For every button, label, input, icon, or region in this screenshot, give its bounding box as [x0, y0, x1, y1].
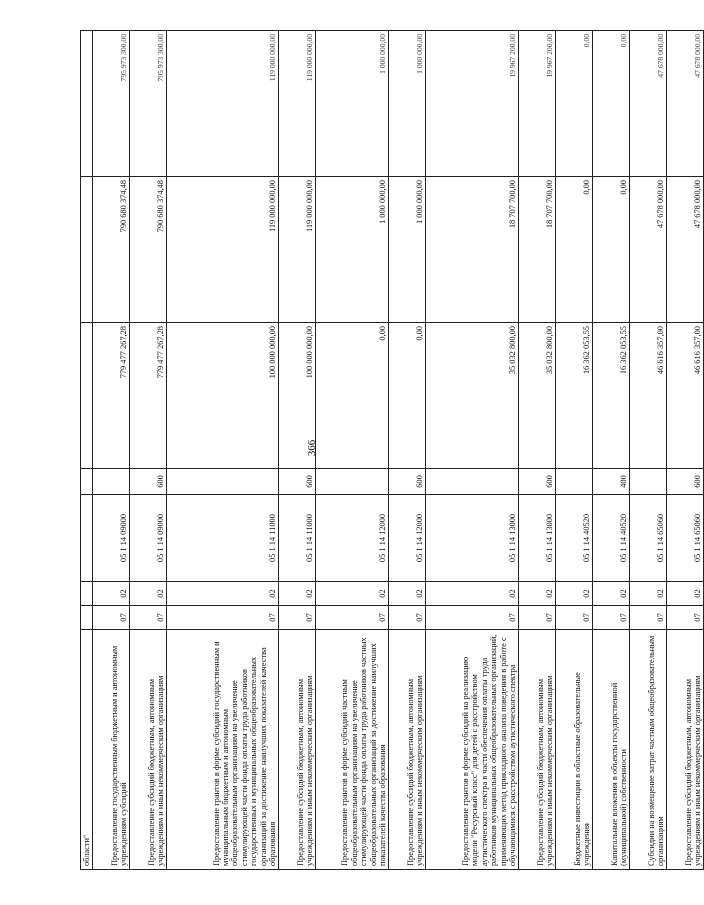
expense-type-code: [426, 469, 519, 495]
amount-year-2: 790 680 374,48: [93, 177, 130, 323]
amount-year-2: 0,00: [593, 177, 630, 323]
amount-year-1: 0,00: [389, 323, 426, 469]
amount-year-3: 795 973 300,00: [130, 31, 167, 177]
table-row: [167, 31, 279, 870]
row-description: Капитальные вложения в объекты государственной (муниципальной) собственности: [593, 630, 630, 870]
amount-year-3: 795 973 300,00: [93, 31, 130, 177]
row-description: Предоставление грантов в форме субсидий на реализацию модели "Ресурсный класс" для детей с расстройством аутистического спектра в части обеспечения оплаты труда работников муниципальных общеобразовательных организаций, применяющих метод прикладного анализа поведения в работе с обучающимися с расстройством аутистического спектра: [426, 630, 519, 870]
amount-year-2: 119 000 000,00: [167, 177, 279, 323]
section-code: 07: [593, 606, 630, 630]
amount-year-3: 0,00: [593, 31, 630, 177]
table-row: [389, 31, 426, 870]
row-description: Предоставление грантов в форме субсидий государственным и муниципальным бюджетным и автономным общеобразовательным организациям на увеличение стимулирующей части фонда оплаты труда работников государственных и муниципальных общеобразовательных организаций за достижение наилучших показателей качества образования: [167, 630, 279, 870]
expense-type-code: [556, 469, 593, 495]
amount-year-3: 0,00: [556, 31, 593, 177]
amount-year-1: 779 477 267,28: [93, 323, 130, 469]
row-description: Предоставление субсидий бюджетным, автономным учреждениям и иным некоммерческим организациям: [519, 630, 556, 870]
section-code: 07: [130, 606, 167, 630]
target-article-code: 05 1 14 13000: [426, 495, 519, 582]
amount-year-1: [81, 323, 93, 469]
expense-type-code: [630, 469, 667, 495]
expense-type-code: 600: [389, 469, 426, 495]
amount-year-1: 16 362 053,55: [556, 323, 593, 469]
amount-year-1: 100 000 000,00: [279, 323, 316, 469]
row-description: области": [81, 630, 93, 870]
table-row: [556, 31, 593, 870]
amount-year-1: 16 362 053,55: [593, 323, 630, 469]
table-row: [130, 31, 167, 870]
subsection-code: 02: [426, 582, 519, 606]
amount-year-2: 1 000 000,00: [389, 177, 426, 323]
subsection-code: 02: [316, 582, 389, 606]
section-code: 07: [167, 606, 279, 630]
amount-year-2: 47 678 000,00: [667, 177, 704, 323]
target-article-code: 05 1 14 13000: [519, 495, 556, 582]
target-article-code: 05 1 14 09000: [130, 495, 167, 582]
expense-type-code: 400: [593, 469, 630, 495]
subsection-code: 02: [519, 582, 556, 606]
section-code: 07: [556, 606, 593, 630]
target-article-code: 05 1 14 40520: [593, 495, 630, 582]
target-article-code: 05 1 14 11000: [167, 495, 279, 582]
amount-year-3: 119 000 000,00: [279, 31, 316, 177]
target-article-code: [81, 495, 93, 582]
amount-year-3: 47 678 000,00: [630, 31, 667, 177]
target-article-code: 05 1 14 09000: [93, 495, 130, 582]
amount-year-2: 790 680 374,48: [130, 177, 167, 323]
expense-type-code: [93, 469, 130, 495]
amount-year-3: 1 000 000,00: [316, 31, 389, 177]
expense-type-code: [316, 469, 389, 495]
amount-year-1: 35 032 800,00: [426, 323, 519, 469]
amount-year-2: 0,00: [556, 177, 593, 323]
table-row: [426, 31, 519, 870]
amount-year-3: 119 000 000,00: [167, 31, 279, 177]
section-code: 07: [316, 606, 389, 630]
subsection-code: 02: [167, 582, 279, 606]
row-description: Предоставление грантов в форме субсидий частным общеобразовательным организациям на увеличение стимулирующей части фонда оплаты труда работников частных общеобразовательных организаций за достижение наилучших показателей качества образования: [316, 630, 389, 870]
row-description: Предоставление субсидий бюджетным, автономным учреждениям и иным некоммерческим организациям: [130, 630, 167, 870]
amount-year-3: 1 000 000,00: [389, 31, 426, 177]
table-row: [519, 31, 556, 870]
expense-type-code: 600: [279, 469, 316, 495]
row-description: Предоставление субсидий бюджетным, автономным учреждениям и иным некоммерческим организациям: [389, 630, 426, 870]
table-row: [93, 31, 130, 870]
expense-type-code: 600: [130, 469, 167, 495]
row-description: Предоставление субсидий бюджетным, автономным учреждениям и иным некоммерческим организациям: [667, 630, 704, 870]
amount-year-2: 1 000 000,00: [316, 177, 389, 323]
row-description: Предоставление государственным бюджетным и автономным учреждениям субсидий: [93, 630, 130, 870]
amount-year-3: 19 967 200,00: [426, 31, 519, 177]
section-code: 07: [667, 606, 704, 630]
table-row: [279, 31, 316, 870]
subsection-code: 02: [93, 582, 130, 606]
section-code: [81, 606, 93, 630]
subsection-code: 02: [593, 582, 630, 606]
section-code: 07: [279, 606, 316, 630]
amount-year-2: [81, 177, 93, 323]
target-article-code: 05 1 14 12000: [316, 495, 389, 582]
target-article-code: 05 1 14 11000: [279, 495, 316, 582]
section-code: 07: [389, 606, 426, 630]
expense-type-code: [81, 469, 93, 495]
subsection-code: 02: [556, 582, 593, 606]
row-description: Бюджетные инвестиции в областные образовательные учреждения: [556, 630, 593, 870]
section-code: 07: [93, 606, 130, 630]
budget-table: [80, 30, 704, 870]
subsection-code: 02: [630, 582, 667, 606]
table-row: [81, 31, 93, 870]
expense-type-code: 600: [519, 469, 556, 495]
amount-year-3: 19 967 200,00: [519, 31, 556, 177]
table-row: [667, 31, 704, 870]
section-code: 07: [519, 606, 556, 630]
expense-type-code: [167, 469, 279, 495]
row-description: Предоставление субсидий бюджетным, автономным учреждениям и иным некоммерческим организациям: [279, 630, 316, 870]
page-number-text: 366: [306, 439, 318, 457]
amount-year-3: [81, 31, 93, 177]
subsection-code: 02: [130, 582, 167, 606]
section-code: 07: [630, 606, 667, 630]
amount-year-2: 18 707 700,00: [519, 177, 556, 323]
amount-year-1: 0,00: [316, 323, 389, 469]
subsection-code: 02: [389, 582, 426, 606]
target-article-code: 05 1 14 65060: [667, 495, 704, 582]
section-code: 07: [426, 606, 519, 630]
amount-year-1: 779 477 267,28: [130, 323, 167, 469]
table-row: [593, 31, 630, 870]
expense-type-code: 600: [667, 469, 704, 495]
target-article-code: 05 1 14 12000: [389, 495, 426, 582]
amount-year-2: 18 707 700,00: [426, 177, 519, 323]
budget-table-body: [81, 31, 704, 870]
table-row: [630, 31, 667, 870]
amount-year-2: 47 678 000,00: [630, 177, 667, 323]
row-description: Субсидии на возмещение затрат частным общеобразовательным организациям: [630, 630, 667, 870]
table-row: [316, 31, 389, 870]
target-article-code: 05 1 14 40520: [556, 495, 593, 582]
amount-year-1: 100 000 000,00: [167, 323, 279, 469]
amount-year-1: 46 616 357,00: [630, 323, 667, 469]
subsection-code: [81, 582, 93, 606]
target-article-code: 05 1 14 65060: [630, 495, 667, 582]
amount-year-3: 47 678 000,00: [667, 31, 704, 177]
subsection-code: 02: [667, 582, 704, 606]
amount-year-2: 119 000 000,00: [279, 177, 316, 323]
subsection-code: 02: [279, 582, 316, 606]
amount-year-1: 46 616 357,00: [667, 323, 704, 469]
amount-year-1: 35 032 800,00: [519, 323, 556, 469]
